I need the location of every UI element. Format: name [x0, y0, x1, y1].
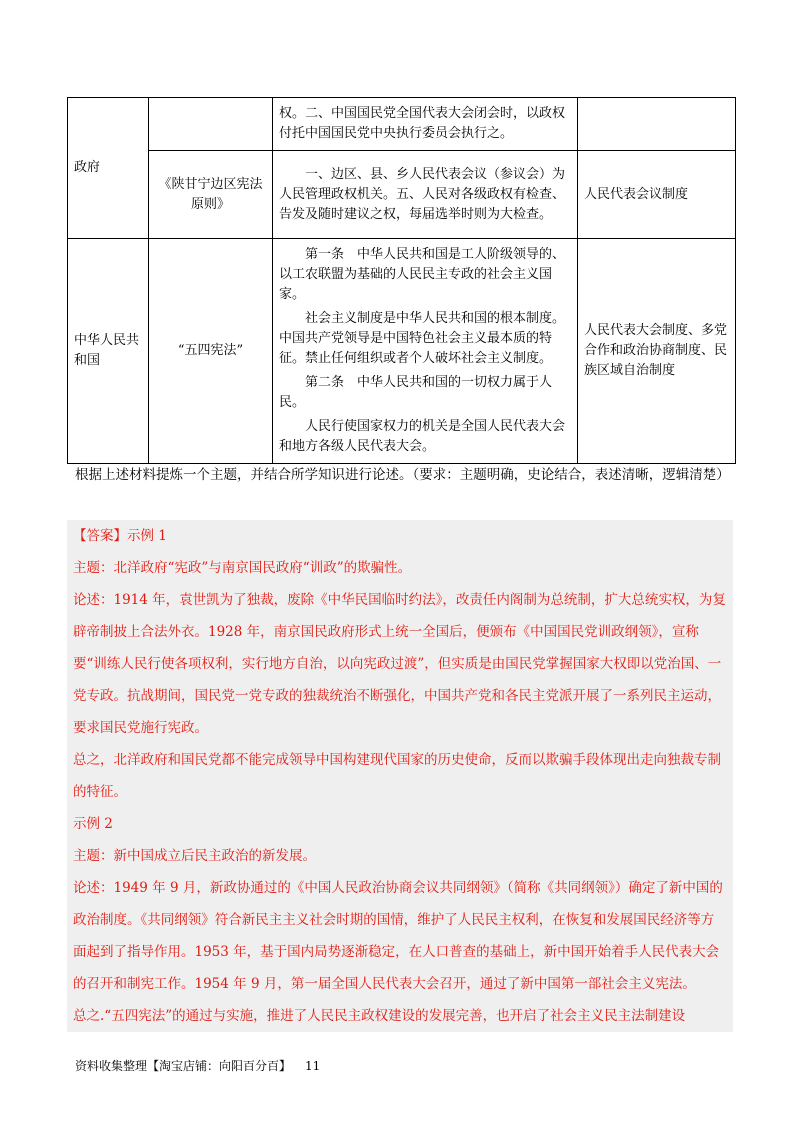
table-row [68, 151, 736, 239]
page-number: 11 [305, 1059, 321, 1073]
example1-title: 示例 1 [127, 528, 167, 544]
content-cell [273, 98, 578, 151]
row-label-prc: 中华人民共和国 [68, 239, 149, 464]
page-footer [75, 1057, 320, 1074]
content-paragraph: 权。二、中国国民党全国代表大会闭会时，以政权付托中国国民党中央执行委员会执行之。 [279, 106, 566, 141]
system-cell: 人民代表大会制度、多党合作和政治协商制度、民族区域自治制度 [578, 239, 736, 464]
example1-argument: 论述：1914 年，袁世凯为了独裁，废除《中华民国临时约法》，改责任内阁制为总统制，扩大总统实权，为复辟帝制披上合法外衣。1928 年，南京国民政府形式上统一全国后，便颁布《中国国民党训政纲领》，宣称要“训练人民行使各项权利，实行地方自治，以向宪政过渡”，但实质是由国民党掌握国家大权即以党治国、一党专政。抗战期间，国民党一党专政的独裁统治不断强化，中国共产党和各民主党派开展了一系列民主运动，要求国民党施行宪政。 [73, 592, 726, 736]
content-paragraph: 一、边区、县、乡人民代表会议（参议会）为人民管理政权机关。五、人民对各级政权有检查、告发及随时建议之权，每届选举时则为大检查。 [279, 166, 566, 222]
content-paragraph: 人民行使国家权力的机关是全国人民代表大会和地方各级人民代表大会。 [279, 419, 566, 454]
system-cell: 人民代表会议制度 [578, 151, 736, 239]
example2-theme: 主题：新中国成立后民主政治的新发展。 [73, 848, 316, 864]
table-row [68, 98, 736, 151]
content-paragraph: 第一条 中华人民共和国是工人阶级领导的、以工农联盟为基础的人民民主专政的社会主义国家。 [279, 247, 566, 302]
content-paragraph: 第二条 中华人民共和国的一切权力属于人民。 [279, 375, 553, 410]
content-cell [273, 151, 578, 239]
example1-heading [73, 520, 727, 552]
answer-block [67, 520, 733, 1032]
table-row [68, 239, 736, 464]
row-label-government: 政府 [68, 98, 149, 239]
question-text: 根据上述材料提炼一个主题，并结合所学知识进行论述。（要求：主题明确，史论结合，表述清晰，逻辑清楚） [75, 467, 730, 483]
content-paragraph: 社会主义制度是中华人民共和国的根本制度。中国共产党领导是中国特色社会主义最本质的特征。禁止任何组织或者个人破坏社会主义制度。 [279, 311, 566, 366]
content-cell [273, 239, 578, 464]
document-name-cell: 《陕甘宁边区宪法原则》 [149, 151, 273, 239]
example1-theme: 主题：北洋政府“宪政”与南京国民政府“训政”的欺骗性。 [73, 560, 412, 576]
comparison-table [67, 97, 736, 464]
system-cell [578, 98, 736, 151]
example2-argument: 论述：1949 年 9 月，新政协通过的《中国人民政治协商会议共同纲领》（简称《共同纲领》）确定了新中国的政治制度。《共同纲领》符合新民主主义社会时期的国情，维护了人民民主权利，在恢复和发展国民经济等方面起到了指导作用。1953 年，基于国内局势逐渐稳定，在人口普查的基础上，新中国开始着手人民代表大会的召开和制宪工作。1954 年 9 月，第一届全国人民代表大会召开，通过了新中国第一部社会主义宪法。 [73, 880, 723, 992]
document-name-cell: “五四宪法” [149, 239, 273, 464]
footer-source: 资料收集整理【淘宝店铺：向阳百分百】 [75, 1059, 292, 1073]
example2-conclusion: 总之.“五四宪法”的通过与实施，推进了人民民主政权建设的发展完善，也开启了社会主义民主法制建设 [73, 1008, 686, 1024]
example2-title: 示例 2 [73, 816, 113, 832]
example1-conclusion: 总之，北洋政府和国民党都不能完成领导中国构建现代国家的历史使命，反而以欺骗手段体现出走向独裁专制的特征。 [73, 752, 721, 800]
answer-label: 【答案】 [73, 528, 127, 544]
document-name-cell [149, 98, 273, 151]
